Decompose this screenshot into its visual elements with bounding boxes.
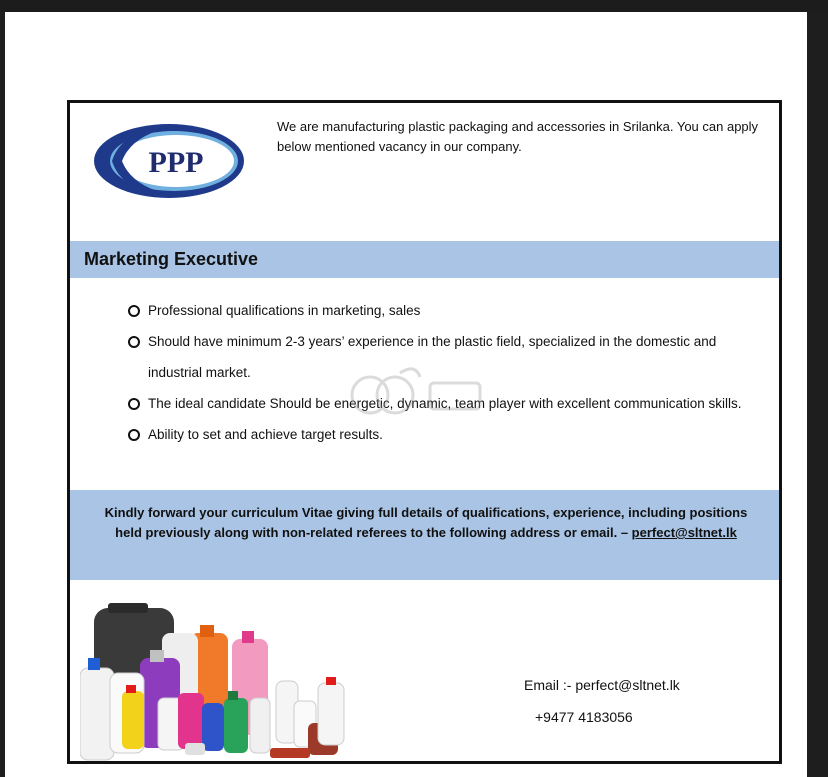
- apply-instructions: [90, 503, 762, 543]
- plastic-bottles-image: [80, 603, 360, 763]
- contact-email: Email :- perfect@sltnet.lk: [524, 677, 680, 693]
- logo-text: PPP: [148, 146, 204, 179]
- apply-text: Kindly forward your curriculum Vitae giving full details of qualifications, experience, including positions held previously along with non-related referees to the following address or email. –: [104, 505, 748, 540]
- apply-band: [70, 490, 779, 580]
- job-title: Marketing Executive: [84, 249, 259, 269]
- circle-bullet-icon: [128, 429, 140, 441]
- requirement-text: Ability to set and achieve target results.: [148, 427, 383, 442]
- email-link[interactable]: perfect@sltnet.lk: [631, 525, 737, 540]
- requirement-text: Professional qualifications in marketing, sales: [148, 303, 421, 318]
- contact-phone: +9477 4183056: [535, 709, 633, 725]
- list-item: [124, 295, 774, 326]
- intro-text: We are manufacturing plastic packaging and accessories in Srilanka. You can apply below mentioned vacancy in our company.: [277, 119, 759, 154]
- requirement-text: Should have minimum 2-3 years’ experience in the plastic field, specialized in the domestic and industrial market.: [148, 334, 717, 380]
- circle-bullet-icon: [128, 336, 140, 348]
- requirement-text: The ideal candidate Should be energetic, dynamic, team player with excellent communication skills.: [148, 396, 742, 411]
- job-flyer: [67, 100, 782, 764]
- document-page: [5, 12, 807, 777]
- company-logo: [92, 121, 246, 201]
- job-title-band: [70, 241, 779, 278]
- circle-bullet-icon: [128, 305, 140, 317]
- circle-bullet-icon: [128, 398, 140, 410]
- top-bar: [0, 0, 828, 12]
- watermark-logo: [340, 363, 500, 433]
